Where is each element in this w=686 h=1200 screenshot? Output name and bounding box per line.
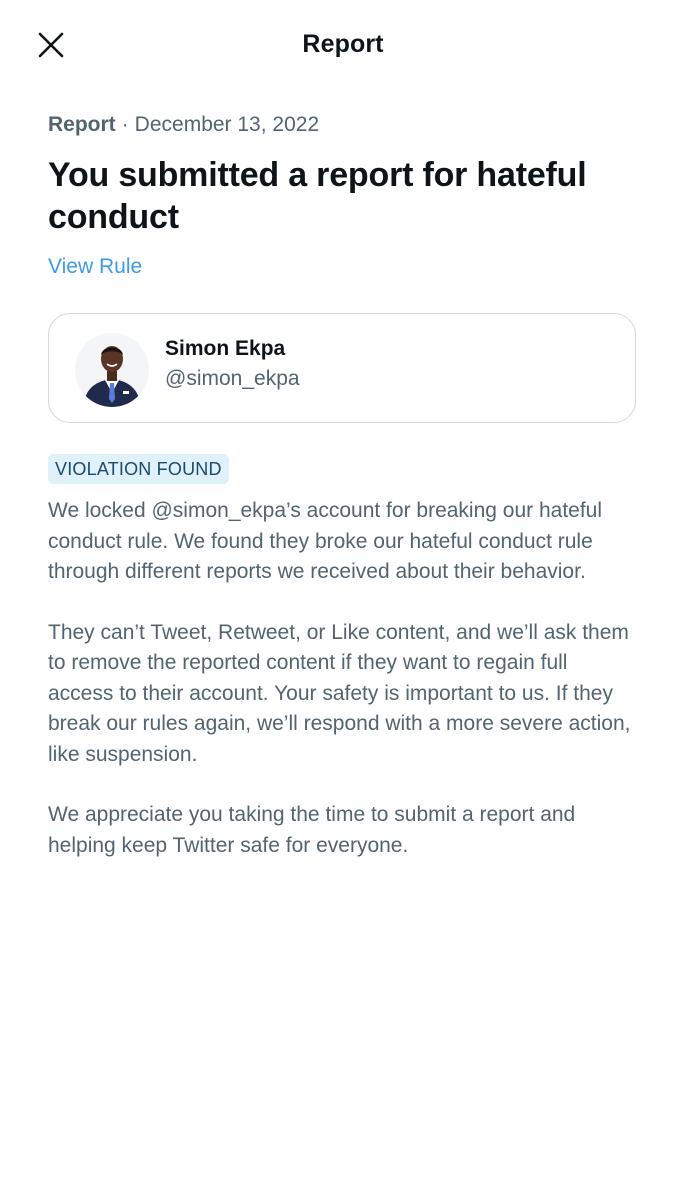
top-bar [0, 0, 686, 90]
status-badge: VIOLATION FOUND [48, 454, 229, 484]
reported-user-card[interactable] [48, 313, 636, 423]
body-paragraph-3: We appreciate you taking the time to submit a report and helping keep Twitter safe for everyone. [48, 803, 576, 857]
avatar[interactable] [75, 333, 149, 407]
report-headline: You submitted a report for hateful conduct [48, 156, 587, 236]
user-handle: @simon_ekpa [165, 367, 300, 390]
view-rule-link[interactable]: View Rule [48, 255, 143, 278]
report-meta [48, 110, 638, 140]
meta-separator: · [121, 113, 129, 136]
report-detail [48, 110, 638, 861]
user-name: Simon Ekpa [165, 337, 286, 360]
reported-user-info [165, 334, 300, 394]
report-date: December 13, 2022 [134, 113, 320, 136]
report-type-label: Report [48, 113, 116, 136]
avatar-image [75, 333, 149, 407]
body-paragraph-2: They can’t Tweet, Retweet, or Like content, and we’ll ask them to remove the reported content if they want to regain full access to their account. Your safety is important to us. If they break our rules again, we’ll respond with a more severe action, like suspension. [48, 620, 631, 766]
page-title: Report [302, 30, 384, 58]
body-paragraph-1: We locked @simon_ekpa’s account for breaking our hateful conduct rule. We found they broke our hateful conduct rule through different reports we received about their behavior. [48, 499, 603, 583]
